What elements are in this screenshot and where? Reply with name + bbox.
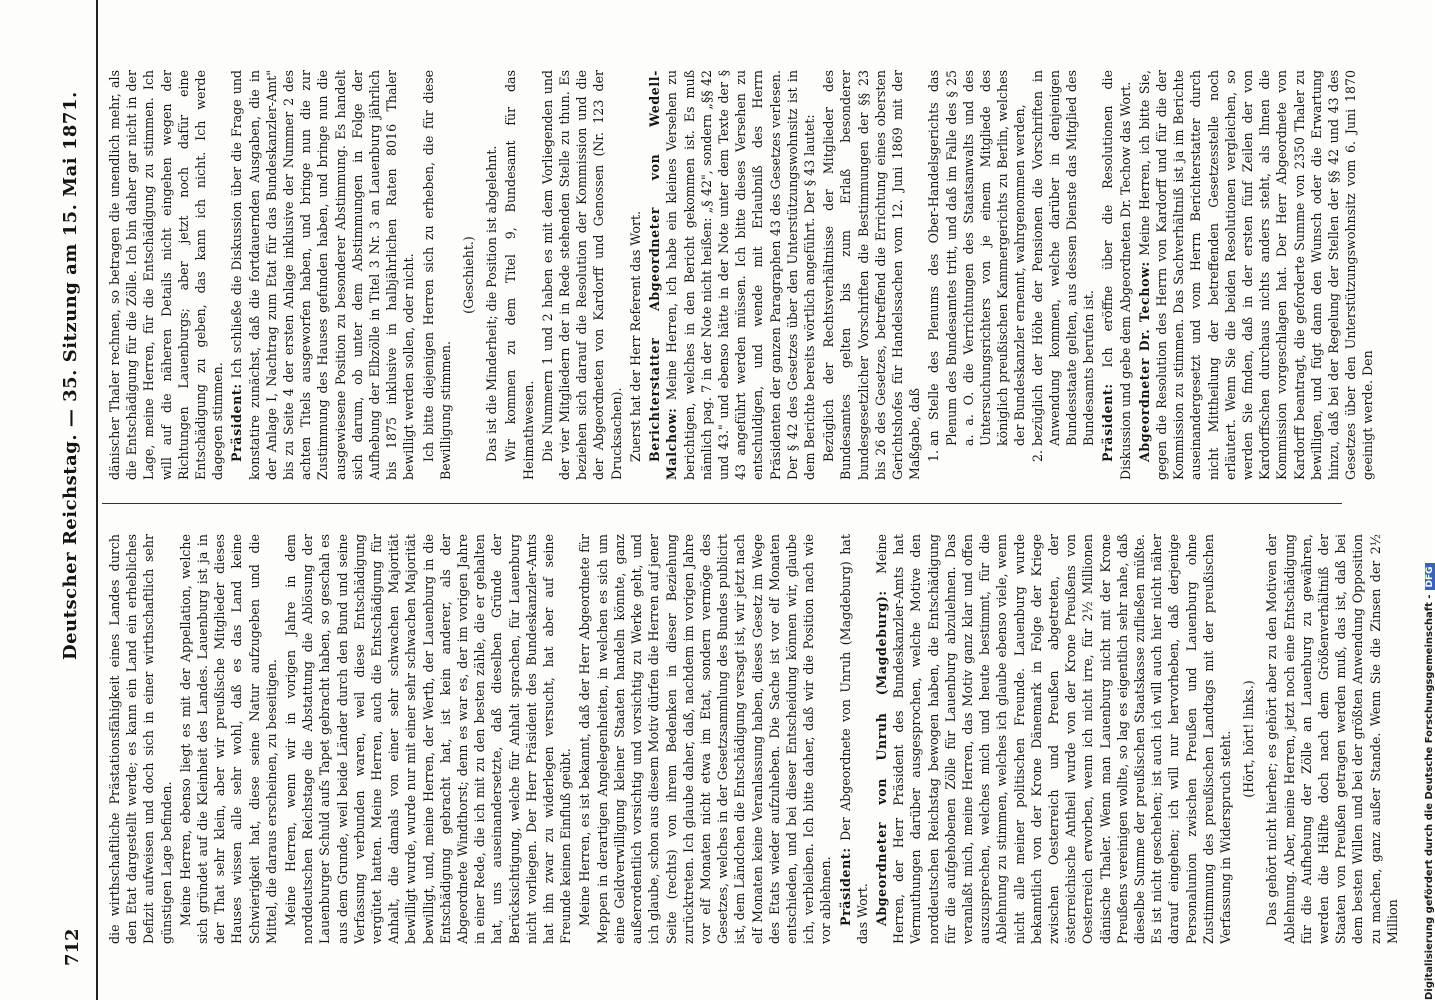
speaker-label: Abgeordneter von Unruh (Magdeburg): <box>873 590 889 926</box>
president-remark <box>1099 70 1133 480</box>
president-remark <box>837 534 871 944</box>
speaker-label: Abgeordneter Dr. Techow: <box>1136 261 1152 462</box>
paragraph: Ich bitte diejenigen Herren sich zu erheben, die für diese Bewilligung stimmen. <box>420 70 453 480</box>
paragraph: Die Nummern 1 und 2 haben es mit dem Vorliegenden und der vier Mitgliedern der in Rede stehenden Stelle zu thun. Es beziehen sich darauf die Resolution der Kommission und die der Abgeordneten von Kardorff und Genossen (Nr. 123 der Drucksachen). <box>539 70 624 480</box>
header-rule <box>96 0 98 1000</box>
paragraph: Zuerst hat der Herr Referent das Wort. <box>627 210 643 462</box>
paragraph: die wirthschaftliche Prästationsfähigkeit eines Landes durch den Etat dargestellt werde; es kann ein Land ein erhebliches Defizit aufweisen und doch sich in einer wirthschaftlich sehr günstigen Lage befinden. <box>107 534 174 944</box>
paragraph: Wir kommen zu dem Titel 9, Bundesamt für das Heimathwesen. <box>503 70 536 480</box>
speech-text: Meine Herren, der Herr Präsident des Bundeskanzler-Amts hat Vermuthungen darüber ausgesprochen, welche Motive den norddeutschen Reichstag bewogen haben, die Entschädigung für die aufgehobenen Zölle für Lauenburg abzulehnen. Das veranlaßt mich, meine Herren, das Motiv ganz klar und offen auszusprechen, welches mich und heute bestimmt, für die Ablehnung zu stimmen, welches ich glaube ebenso viele, wenn nicht alle meiner politischen Freunde. Lauenburg wurde bekanntlich von der Krone Dänemark in Folge der Kriege zwischen Oesterreich und Preußen abgetreten, der österreichische Antheil wurde von der Krone Preußens von Oesterreich erworben, wenn ich nicht irre, für 2½ Millionen dänische Thaler. Wenn man Lauenburg nicht mit der Krone Preußens vereinigen wollte, so lag es eigentlich sehr nahe, daß dieselbe Summe der preußischen Staatskasse zufließen müßte. Es ist nicht geschehen; ist auch ich will auch hier nicht näher darauf eingehen; ich will nur hervorheben, daß derjenige Personalunion zwischen Preußen und Lauenburg ohne Zustimmung des preußischen Landtags mit der preußischen Verfassung in Widerspruch steht. <box>873 534 1233 944</box>
law-list-item: 2. bezüglich der Höhe der Pensionen die Vorschriften in Anwendung kommen, welche darüber in denjenigen Bundesstaate gelten, aus dessen Dienste das Mitglied des Bundesamts berufen ist. <box>1029 70 1098 446</box>
left-column <box>106 534 1403 944</box>
speech <box>1136 70 1377 480</box>
page-title: Deutscher Reichstag. — 35. Sitzung am 15. Mai 1871. <box>60 91 81 660</box>
dfg-logo: DFG <box>1425 563 1435 590</box>
speaker-label: Präsident: <box>1100 383 1116 462</box>
paragraph: dänischer Thaler rechnen, so betragen die unendlich mehr, als die Entschädigung für die Zölle. Ich bin daher gar nicht in der Lage, meine Herren, für die Entschädigung zu stimmen. Ich will auf die näheren Details nicht eingehen wegen der Richtungen Lauenburgs; aber jetzt noch dafür eine Entschädigung zu geben, das kann ich nicht. Ich werde dagegen stimmen. <box>107 70 226 480</box>
right-column <box>106 70 1379 480</box>
law-list <box>925 70 1097 480</box>
page-number: 712 <box>62 928 83 966</box>
speaker-label: Berichterstatter Abgeordneter von Wedell-Malchow: <box>647 70 680 480</box>
paragraph: Das ist die Minderheit; die Position ist abgelehnt. <box>484 145 500 462</box>
speech <box>873 534 1234 944</box>
speaker-label: Präsident: <box>837 847 853 926</box>
stage-direction: (Geschieht.) <box>461 236 477 314</box>
speech-text: Meine Herren, ich bitte Sie, gegen die Resolution des Herrn von Kardorff und für die der Kommission zu stimmen. Das Sachverhältniß ist ja im Berichte auseinandergesetzt und vom Herrn Berichterstatter durch nicht Mittheilung der betreffenden Gesetzesstelle noch erläutert. Wenn Sie die beiden Resolutionen vergleichen, so werden Sie finden, daß in der ersten fünf Zeilen der von Kardorffschen durchaus nichts anders steht, als Ihnen die Kommission vorgeschlagen hat. Der Herr Abgeordnete von Kardorff beantragt, die geforderte Summe von 2350 Thaler zu bewilligen, und fügt dann den Wunsch oder die Erwartung hinzu, daß bei der Regelung der Stellen der §§ 42 und 43 des Gesetzes über den Unterstützungswohnsitz vom 6. Juni 1870 geeinigt werde. Den <box>1136 70 1376 480</box>
paragraph: Meine Herren, ebenso liegt es mit der Appellation, welche sich gründet auf die Kleinheit des Landes. Lauenburg ist ja in der That sehr klein, aber wir preußische Mitglieder dieses Hauses wissen alle sehr wohl, daß es das Land keine Schwierigkeit hat, diese seine Natur aufzugeben und die Mittel, die daraus erscheinen, zu beseitigen. <box>177 534 279 944</box>
speech-text: Ich schließe die Diskussion über die Frage und konstatire zunächst, daß die fortdauernden Ausgaben, die in der Anlage I, Nachtrag zum Etat für das Bundeskanzler-Amt" bis zu Seite 4 der ersten Anlage inklusive der Nummer 2 des achten Titels ausgeworfen haben, und bringe nun die zur Zustimmung des Hauses gefunden haben, und bringe nun die ausgewiesene Position zu besonderer Abstimmung. Es handelt sich darum, ob unter dem Abstimmungen in Folge der Aufhebung der Elbzölle in Titel 3 Nr. 3 an Lauenburg jährlich bis 1875 inklusive in halbjährlichen Raten 8016 Thaler bewilligt werden sollen, oder nicht. <box>229 70 417 480</box>
paragraph: Das gehört nicht hierher; es gehört aber zu den Motiven der Ablehnung. Aber, meine Herren, jetzt noch eine Entschädigung für die Aufhebung der Zölle an Lauenburg zu gewähren, werden die Hälfte doch nach dem Größenverhältniß der Staaten von Preußen getragen werden muß, das ist, daß bei dem besten Willen und bei der größten Anwendung Opposition zu machen, ganz außer Stande. Wenn Sie die Zinsen der 2½ Million <box>1264 534 1400 944</box>
speech-text: Der Abgeordnete von Unruh (Magdeburg) hat das Wort. <box>837 534 870 944</box>
rotated-newspaper-page <box>26 0 1406 1000</box>
quoted-law: Bezüglich der Rechtsverhältnisse der Mitglieder des Bundesamtes gelten bis zum Erlaß besonderer bundesgesetzlicher Vorschriften die Bestimmungen der §§ 23 bis 26 des Gesetzes, betreffend die Errichtung eines obersten Gerichtshofes für Handelssachen vom 12. Juni 1869 mit der Maßgabe, daß <box>821 70 923 480</box>
column-rule <box>102 503 1342 504</box>
paragraph: Meine Herren, es ist bekannt, daß der Herr Abgeordnete für Meppen in derartigen Angelegenheiten, in welchen es sich um eine Geldverwilligung kleiner Staaten handeln könnte, ganz außerordentlich vorsichtig und vorsichtig zu Werke geht, und ich glaube, schon aus diesem Motiv dürfen die Herren auf jener Seite (rechts) von ihrem Bedenken in dieser Beziehung zurücktreten. Ich glaube daher, daß, nachdem im vorigen Jahre vor elf Monaten nicht etwa im Etat, sondern vermöge des Gesetzes, welches in der Gesetzsammlung des Bundes publicirt ist, dem Ländchen die Entschädigung versagt ist, wir jetzt nach elf Monaten keine Veranlassung haben, dieses Gesetz im Wege des Etats wieder aufzuheben. Die Sache ist vor elf Monaten entschieden, und bei dieser Entscheidung können wir, glaube ich, verbleiben. Ich bitte daher, daß wir die Position nach wie vor ablehnen. <box>577 534 834 944</box>
speech-text: Meine Herren, ich habe ein kleines Versehen zu berichtigen, welches in den Bericht gekommen ist. Es muß nämlich pag. 7 in der Note nicht heißen: „§ 42", sondern „§§ 42 und 43." und ebenso hätte in der Note unter dem Texte der § 43 angeführt werden müssen. Ich bitte dieses Versehen zu entschuldigen, und wende mit Erlaubniß des Herrn Präsidenten der ganzen Paragraphen 43 des Gesetzes verlesen. Der § 42 des Gesetzes über den Unterstützungswohnsitz ist in dem Berichte bereits wörtlich angeführt. Der § 43 lautet: <box>664 70 817 480</box>
speech-text: Ich eröffne über die Resolutionen die Diskussion und gebe dem Abgeordneten Dr. Techow das Wort. <box>1100 70 1133 480</box>
speaker-label: Präsident: <box>229 383 245 462</box>
dfg-credit <box>1424 563 1435 1000</box>
law-list-item: 1. an Stelle des Plenums des Ober-Handelsgerichts das Plenum des Bundesamtes tritt, und daß im Falle des § 25 a. a. O. die Verrichtungen des Staatsanwalts und des Untersuchungsrichters von je einem Mitgliede des königlich preußischen Kammergerichts zu Berlin, welches der Bundeskanzler ernennt, wahrgenommen werden, <box>925 70 1028 446</box>
paragraph: Meine Herren, wenn wir in vorigen Jahre in dem norddeutschen Reichstage die Abstattung die Ablösung der Lauenburger Schuld aufs Tapet gebracht haben, so geschah es aus dem Grunde, weil beide Länder durch den Bund und seine Verfassung verbunden waren, weil diese Entschädigung vergütet hatten. Meine Herren, auch die Entschädigung für Anhalt, die damals von einer sehr schwachen Majorität bewilligt wurde, wurde nur mit einer sehr schwachen Majorität bewilligt, und, meine Herren, der Werth, der Lauenburg in die Entschädigung gebracht hat, ist kein anderer, als der Abgeordnete Windthorst; denn es war es, der im vorigen Jahre in einer Rede, die ich mit zu den besten zähle, die er gehalten hat, uns auseinandersetzte, daß dieselben Gründe der Berücksichtigung, welche für Anhalt sprachen, für Lauenburg nicht vorliegen. Der Herr Präsident des Bundeskanzler-Amts hat ihn zwar zu widerlegen versucht, hat aber auf seine Freunde keinen Einfluß geübt. <box>283 534 574 944</box>
president-remark <box>228 70 417 480</box>
credit-text: Digitalisierung gefördert durch die Deutsche Forschungsgemeinschaft - <box>1424 594 1435 1000</box>
interjection: (Hört, hört! links.) <box>1241 680 1257 798</box>
page-header <box>54 0 94 1000</box>
speech <box>646 70 818 480</box>
